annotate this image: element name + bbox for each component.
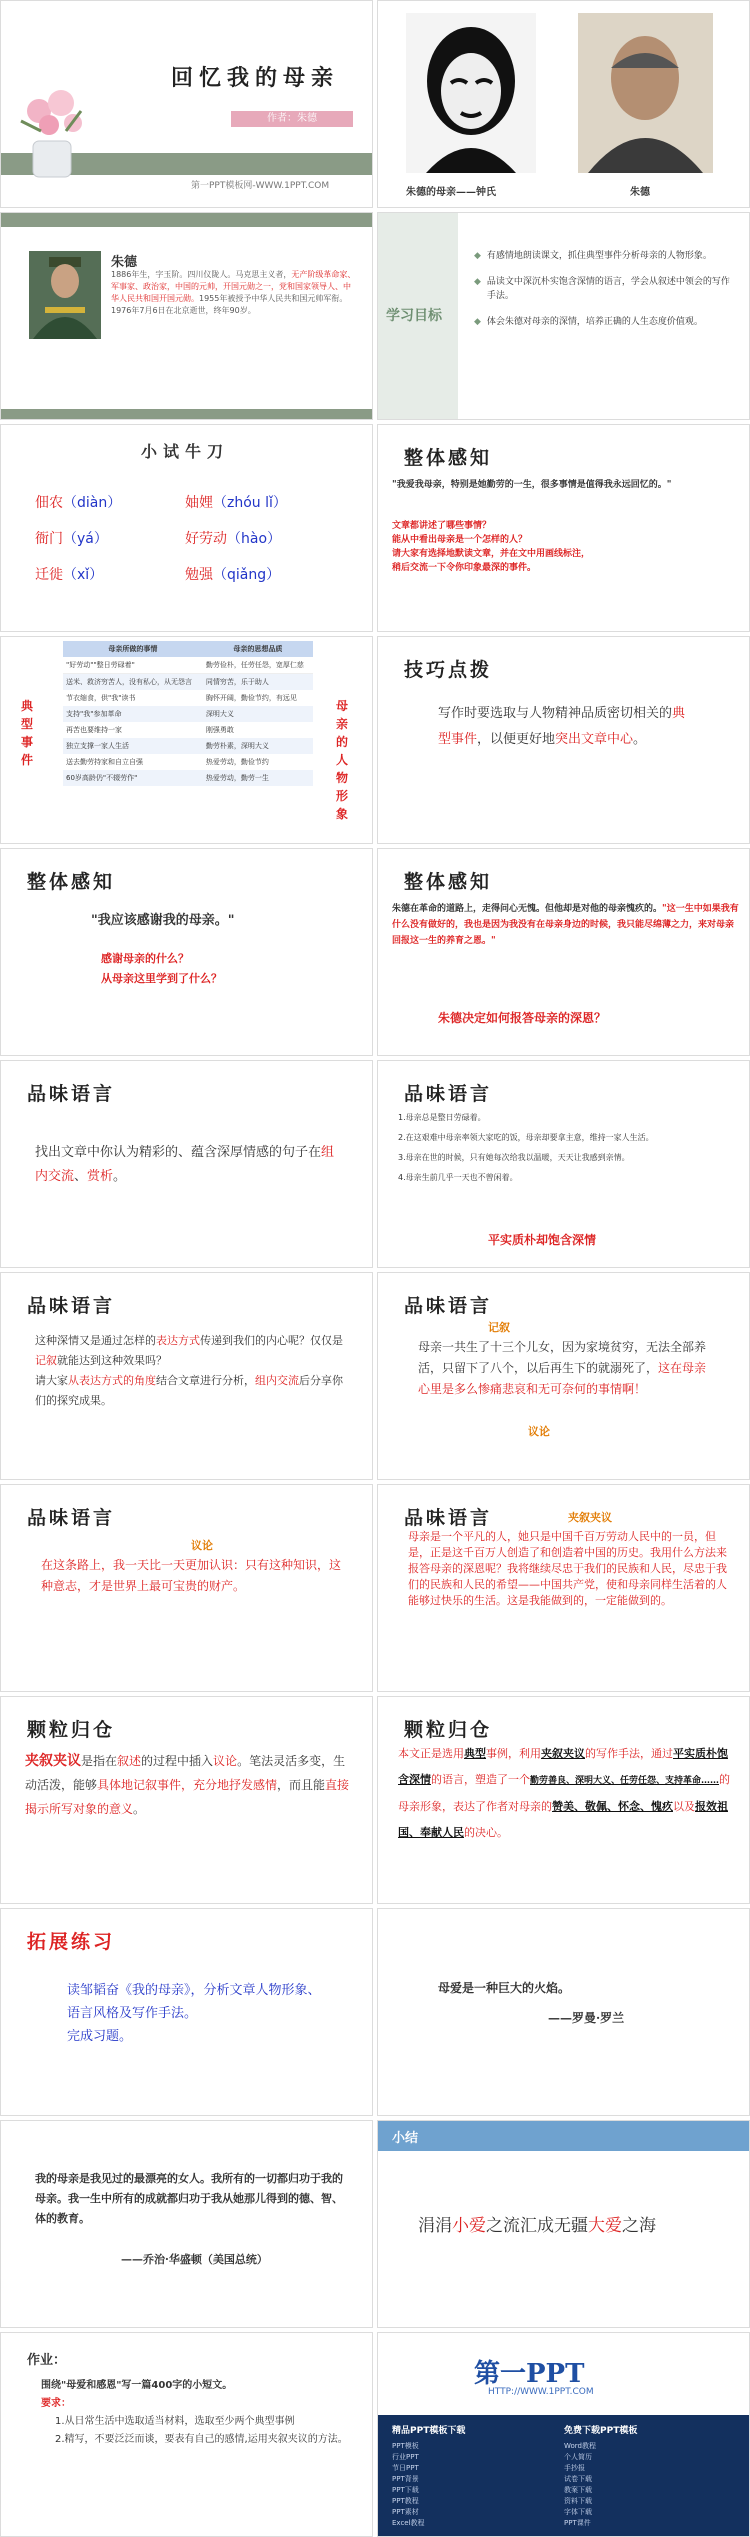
slide-bio[interactable] [0,212,373,420]
link-item[interactable]: PPT模板 [392,2442,419,2450]
marshal-photo [29,251,101,339]
table-row: 支持"我"参加革命 深明大义 [63,706,313,722]
table-row: 送米、救济穷苦人，没有私心，从无怨言 同情穷苦，乐于助人 [63,674,313,691]
link-item[interactable]: 教案下载 [564,2486,592,2494]
link-item[interactable]: 手抄报 [564,2464,585,2472]
definition: 夹叙夹议是指在叙述的过程中插入议论。笔法灵活多变，生动活泼，能够具体地记叙事件，充分地抒发感情，而且能直接揭示所写对象的意义。 [25,1753,350,1816]
slide-heading: 拓展练习 [27,1931,116,1953]
link-item[interactable]: 字体下载 [564,2508,592,2516]
slide-pinyin[interactable] [0,424,373,632]
question-list: 文章都讲述了哪些事情？ 能从中看出母亲是一个怎样的人？ 请大家有选择地默读文章，并在文中用画线标注， 稍后交流一下令你印象最深的事件。 [392,521,591,573]
link-item[interactable]: PPT课件 [564,2519,591,2527]
link-item[interactable]: 行业PPT [392,2453,419,2461]
slide-quote-washington[interactable] [0,2120,373,2328]
events-side-label: 典型事件 [21,699,34,767]
zhude-caption: 朱德 [630,187,650,198]
goal-item: ◆ 品读文中深沉朴实饱含深情的语言，学会从叙述中领会的写作手法。 [474,277,730,301]
slide-overview-1[interactable] [377,424,750,632]
author-tag: 作者：朱德 [231,111,353,127]
mother-caption: 朱德的母亲——钟氏 [406,187,496,198]
link-item[interactable]: 节日PPT [392,2464,419,2472]
slide-heading: 颗粒归仓 [404,1719,493,1741]
table-row: 独立支撑一家人生活 勤劳朴素，深明大义 [63,738,313,754]
goal-item: ◆ 体会朱德对母亲的深情，培养正确的人生态度价值观。 [474,317,703,327]
slide-heading: 品味语言 [404,1507,493,1529]
key-question: 朱德决定如何报答母亲的深恩？ [438,1011,607,1025]
slide-heading: 整体感知 [27,871,116,893]
slide-heading: 品味语言 [27,1083,116,1105]
slide-extension[interactable] [0,1908,373,2116]
quote: 母爱是一种巨大的火焰。 [438,1981,571,1995]
conclusion-label: 小结 [392,2131,419,2146]
link-item[interactable]: PPT背景 [392,2475,419,2483]
tag-narration: 记叙 [488,1321,510,1334]
slide-events-table[interactable] [0,636,373,844]
bio-text: 1886年生，字玉阶。四川仪陇人。马克思主义者，无产阶级革命家、军事家、政治家，中国的元帅，开国元勋之一，党和国家领导人、中华人民共和国开国元勋。1955年被授予中华人民共和国元帅军衔。 1976年7月6日在北京逝世，终年90岁。 [111,270,356,315]
page-title: 回忆我的母亲 [171,65,340,91]
homework-title: 作业： [27,2353,67,2368]
summary-phrase: 平实质朴却饱含深情 [488,1233,597,1247]
language-task: 找出文章中你认为精彩的、蕴含深厚情感的句子在组内交流、赏析。 [35,1145,335,1184]
language-task: 这种深情又是通过怎样的表达方式传递到我们的内心呢？仅仅是记叙就能达到这种效果吗？ 请大家从表达方式的角度结合文章进行分析，组内交流后分享你们的探究成果。 [35,1334,343,1407]
traits-side-label: 母亲的人物形象 [336,699,349,821]
slide-heading: 品味语言 [27,1507,116,1529]
slide-summary-2[interactable] [377,1696,750,1904]
flower-vase-icon [11,81,91,161]
passage: 在这条路上，我一天比一天更加认识：只有这种知识，这种意志，才是世界上最可宝贵的财产。 [41,1558,342,1593]
slide-portraits[interactable] [377,0,750,208]
slide-title[interactable] [0,0,373,208]
slide-language-6[interactable] [377,1484,750,1692]
slide-heading: 品味语言 [404,1295,493,1317]
link-item[interactable]: 资料下载 [564,2497,592,2505]
quote: "我爱我母亲，特别是她勤劳的一生，很多事情是值得我永远回忆的。" [392,480,672,490]
quote: 我的母亲是我见过的最漂亮的女人。我所有的一切都归功于我的母亲。我一生中所有的成就都归功于我从她那儿得到的德、智、体的教育。 [35,2172,343,2225]
events-table: 母亲所做的事情 母亲的思想品质 "好劳动""整日劳碌着" 勤劳俭朴，任劳任怨，宽厚仁慈 送米、救济穷苦人，没有私心，从无怨言 同情穷苦，乐于助人 节衣缩食，供"我"读书 胸怀开阔，勤俭节约，有远见 支持"我"参加革命 深明大义 再苦也要维持一家 刚强勇敢 独立支撑一家人生活 勤劳朴素，深明大义 送去勤劳持家和自立自强 热爱劳动，勤俭节约 60岁高龄仍"不辍劳作" 热爱劳动，勤劳一生 [63,641,313,786]
slide-heading: 品味语言 [27,1295,116,1317]
slide-language-2[interactable] [377,1060,750,1268]
passage: 母亲一共生了十三个儿女，因为家境贫穷，无法全部养活，只留下了八个，以后再生下的就溺死了，这在母亲心里是多么惨痛悲哀和无可奈何的事情啊！ [418,1340,707,1396]
zhude-portrait [578,13,713,173]
link-item[interactable]: 个人简历 [564,2453,592,2461]
brand-logo: 第一PPT [474,2359,585,2389]
pinyin-row: 衙门（yá） 好劳动（hào） [35,531,282,547]
homework-text: 围绕"母爱和感恩"写一篇400字的小短文。 要求： 1.从日常生活中选取适当材料，选取至少两个典型事例 2.精写，不要泛泛而谈，要表有自己的感情,运用夹叙夹议的方法。 [41,2380,348,2445]
table-row: 再苦也要维持一家 刚强勇敢 [66,726,234,734]
slide-language-3[interactable] [0,1272,373,1480]
tips-text: 写作时要选取与人物精神品质密切相关的典型事件，以便更好地突出文章中心。 [438,706,686,747]
table-row: 60岁高龄仍"不辍劳作" 热爱劳动，勤劳一生 [63,770,313,786]
slide-heading: 整体感知 [404,447,493,469]
slide-language-1[interactable] [0,1060,373,1268]
link-item[interactable]: PPT下载 [392,2486,419,2494]
link-list-right [564,2441,724,2529]
goals-label: 学习目标 [386,308,442,324]
slide-summary-1[interactable] [0,1696,373,1904]
slide-overview-2[interactable] [0,848,373,1056]
table-row: "好劳动""整日劳碌着" 勤劳俭朴，任劳任怨，宽厚仁慈 [63,657,313,674]
quote: "我应该感谢我的母亲。" [91,913,235,928]
slide-heading: 整体感知 [404,871,493,893]
mother-portrait [406,13,536,173]
link-item[interactable]: 试卷下载 [564,2475,592,2483]
tag-argument: 议论 [191,1539,213,1552]
tag-argument: 议论 [528,1425,550,1438]
slide-quote-rolland[interactable] [377,1908,750,2116]
example-list: 1.母亲总是整日劳碌着。 2.在这艰难中母亲率领大家吃的饭，母亲却要拿主意，维持一家人生活。 3.母亲在世的时候，只有她每次给我以温暖，天天让我感到亲情。 4.母亲生前几乎一天也不曾闲着。 [398,1113,654,1182]
left-heading: 精品PPT模板下载 [392,2426,466,2436]
pinyin-row: 佃农（diàn） 妯娌（zhóu lǐ） [35,495,287,511]
slide-language-4[interactable] [377,1272,750,1480]
question-list: 感谢母亲的什么？ 从母亲这里学到了什么？ [101,952,222,985]
slide-heading: 颗粒归仓 [27,1719,116,1741]
slide-homework[interactable] [0,2332,373,2537]
exercise-text: 读邹韬奋《我的母亲》，分析文章人物形象、语言风格及写作手法。 完成习题。 [67,1983,321,2044]
quote-author: ——罗曼·罗兰 [548,2011,625,2025]
goal-item: ◆ 有感情地朗读课文，抓住典型事件分析母亲的人物形象。 [474,251,712,261]
pinyin-table [35,485,335,593]
overview-text: 朱德在革命的道路上，走得问心无愧。但他却是对他的母亲愧疚的。"这一生中如果我有什么没有做好的，我也是因为我没有在母亲身边的时候，我只能尽绵薄之力，来对母亲回报这一生的养育之恩。" [392,904,739,946]
pinyin-row: 迁徙（xǐ） 勉强（qiǎng） [35,567,281,583]
passage: 母亲是一个平凡的人，她只是中国千百万劳动人民中的一员，但是，正是这千百万人创造了和创造着中国的历史。我用什么方法来报答母亲的深恩呢？我将继续尽忠于我们的民族和人民，尽忠于我们的民族和人民的希望——中国共产党，使和母亲同样生活着的人能够过快乐的生活。这是我能做到的，一定能做到的。 [408,1530,727,1607]
bio-name: 朱德 [111,255,138,270]
summary-fill: 本文正是选用典型事例，利用夹叙夹议的写作手法，通过平实质朴饱含深情的语言，塑造了一个勤劳善良、深明大义、任劳任怨、支持革命……的母亲形象，表达了作者对母亲的赞美、敬佩、怀念、愧疚以及报效祖国、奉献人民的决心。 [398,1747,731,1839]
pinyin-title: 小试牛刀 [141,442,230,461]
link-item[interactable]: Word教程 [564,2442,596,2450]
slide-brand[interactable] [377,2332,750,2537]
footer-url: 第一PPT模板网-WWW.1PPT.COM [191,181,330,191]
brand-url: HTTP://WWW.1PPT.COM [488,2387,594,2397]
link-list-left [392,2441,552,2529]
tag-mixed: 夹叙夹议 [568,1511,612,1524]
slide-tips[interactable] [377,636,750,844]
table-row: 送去勤劳持家和自立自强 热爱劳动，勤俭节约 [66,758,269,766]
slide-goals[interactable] [377,212,750,420]
quote-author: ——乔治·华盛顿（美国总统） [121,2253,268,2266]
link-item[interactable]: PPT素材 [392,2508,419,2516]
right-heading: 免费下载PPT模板 [564,2426,638,2436]
link-item[interactable]: Excel教程 [392,2519,425,2527]
link-item[interactable]: PPT教程 [392,2497,419,2505]
slide-language-5[interactable] [0,1484,373,1692]
slide-heading: 技巧点拨 [404,659,493,681]
table-row: 节衣缩食，供"我"读书 胸怀开阔，勤俭节约，有远见 [66,694,297,702]
goal-list [474,249,734,329]
slide-conclusion[interactable] [377,2120,750,2328]
slide-overview-3[interactable] [377,848,750,1056]
conclusion-text: 涓涓小爱之流汇成无疆大爱之海 [418,2216,656,2236]
slide-heading: 品味语言 [404,1083,493,1105]
